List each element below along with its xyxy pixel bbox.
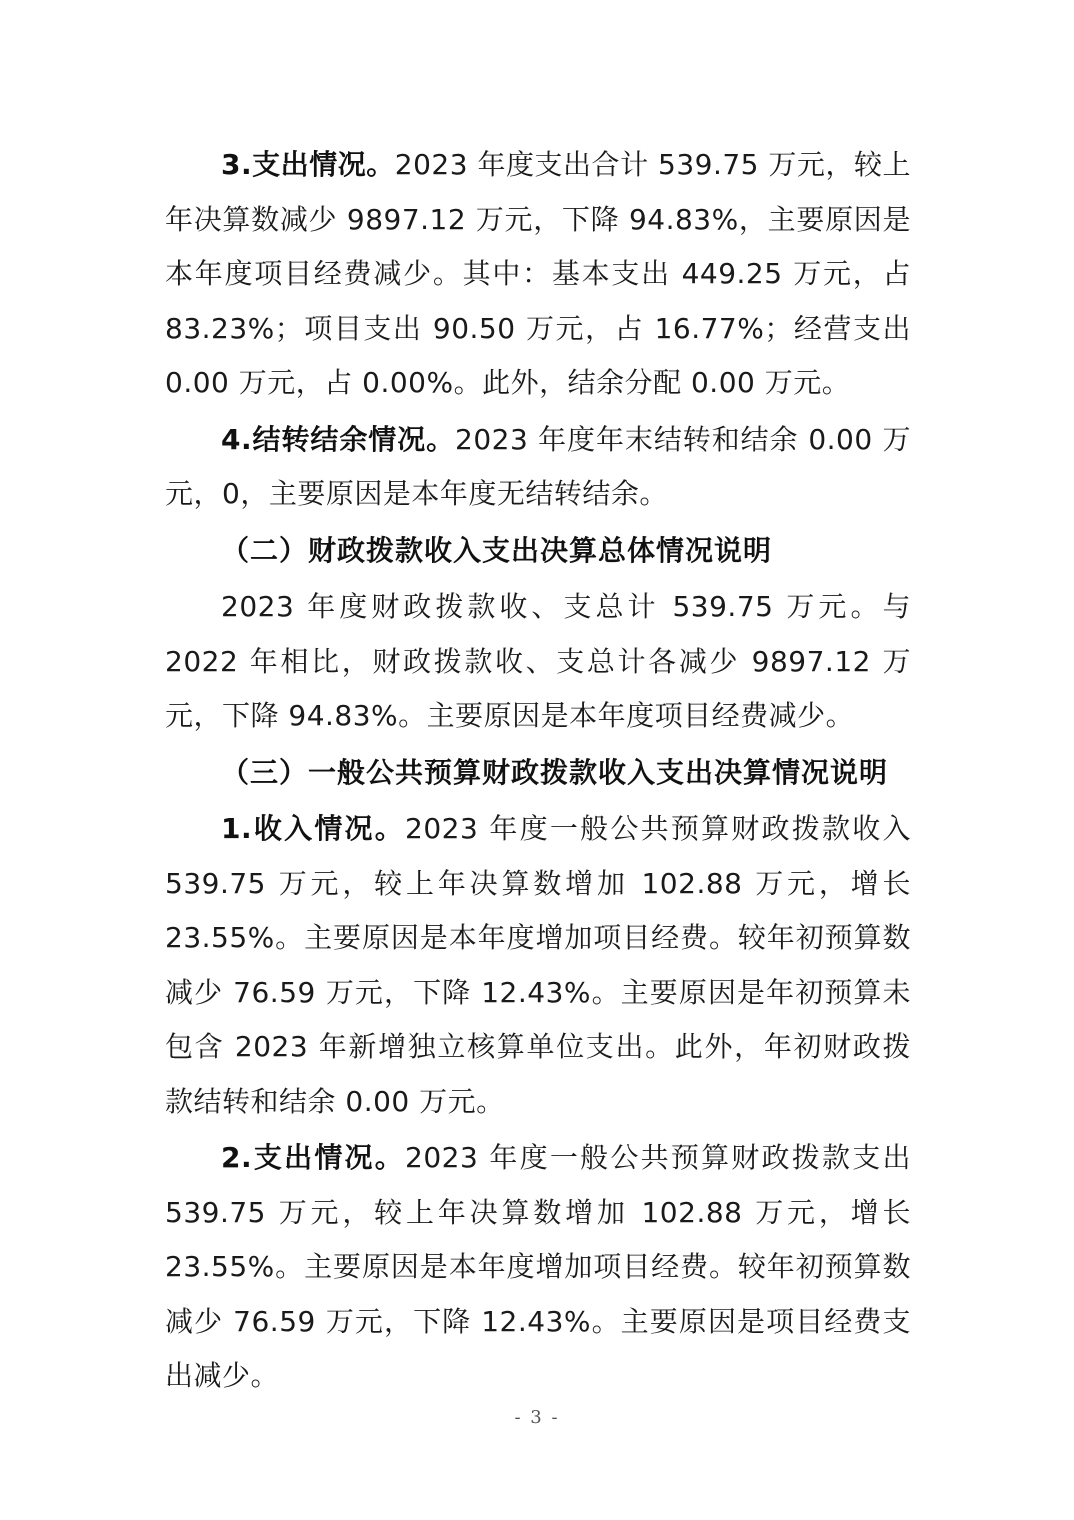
paragraph-body: 2023 年度年末结转和结余 0.00 万元，0，主要原因是本年度无结转结余。 — [165, 422, 911, 510]
paragraph-lead: 3.支出情况。 — [221, 148, 395, 181]
paragraph-body: 2023 年度财政拨款收、支总计 539.75 万元。与 2022 年相比，财政拨款收、支总计各减少 9897.12 万元，下降 94.83%。主要原因是本年度项目经费减少。 — [165, 590, 911, 732]
paragraph-body: 2023 年度支出合计 539.75 万元，较上年决算数减少 9897.12 万元，下降 94.83%，主要原因是本年度项目经费减少。其中：基本支出 449.25 万元，占 83.23%；项目支出 90.50 万元，占 16.77%；经营支出 0.00 万元，占 0.00%。此外，结余分配 0.00 万元。 — [165, 148, 911, 399]
paragraph-body: 2023 年度一般公共预算财政拨款收入 539.75 万元，较上年决算数增加 102.88 万元，增长 23.55%。主要原因是本年度增加项目经费。较年初预算数减少 76.59 万元，下降 12.43%。主要原因是年初预算未包含 2023 年新增独立核算单位支出。此外，年初财政拨款结转和结余 0.00 万元。 — [165, 812, 911, 1118]
section-heading-fiscal-total: （二）财政拨款收入支出决算总体情况说明 — [221, 533, 773, 567]
paragraph-expenditure — [165, 138, 911, 411]
paragraph-gp-expenditure — [165, 1131, 911, 1404]
section-heading-general-public-budget: （三）一般公共预算财政拨款收入支出决算情况说明 — [221, 755, 889, 789]
paragraph-lead: 2.支出情况。 — [221, 1141, 406, 1174]
page-number: - 3 - — [514, 1407, 560, 1428]
paragraph-body: 2023 年度一般公共预算财政拨款支出 539.75 万元，较上年决算数增加 102.88 万元，增长 23.55%。主要原因是本年度增加项目经费。较年初预算数减少 76.59 万元，下降 12.43%。主要原因是项目经费支出减少。 — [165, 1141, 911, 1392]
document-page — [165, 138, 911, 1404]
paragraph-lead: 1.收入情况。 — [221, 812, 406, 845]
paragraph-fiscal-total — [165, 580, 911, 744]
paragraph-gp-income — [165, 802, 911, 1129]
paragraph-lead: 4.结转结余情况。 — [221, 422, 456, 456]
paragraph-carryover — [165, 413, 911, 522]
